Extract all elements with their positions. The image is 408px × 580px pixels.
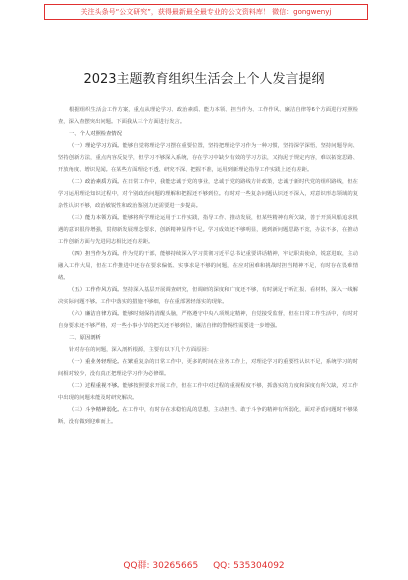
footer-qq: QQ: 535304092 — [213, 561, 285, 571]
paragraph — [58, 308, 358, 332]
document-body — [58, 104, 358, 552]
footer-contact — [0, 558, 408, 571]
paragraph — [58, 176, 358, 212]
paragraph — [58, 284, 358, 308]
paragraph-lead: （一）重业务轻理论。 — [69, 359, 123, 365]
paragraph-text: 坚持深入基层开展调查研究，但调研的深度和广度还不够，有时满足于听汇报、看材料，深入一线解决实际问题不够。工作中落实的措施不够细，存在重部署轻落实的现象。 — [58, 287, 358, 305]
paragraph-lead: （二）过程重视不够。 — [69, 383, 123, 389]
paragraph — [58, 356, 358, 380]
section-heading-1: 一、个人对照检查情况 — [69, 131, 122, 137]
intro-paragraph: 根据组织生活会工作方案，重点从理论学习、政治素质、能力本领、担当作为、工作作风、廉洁自律等6个方面进行对照检查，深入查摆突出问题。下面我从三个方面进行发言。 — [58, 107, 358, 125]
paragraph-text: 能够自觉将理论学习摆在重要位置，坚持把理论学习作为一种习惯，坚持深学深悟，坚持问题导向、坚持创新方法，重点内容反复学，但学习不够深入系统，存在学习中缺少有效的学习方法，又拘泥于规定内容，难以拓宽思路、开放角度、增识见闻。在某些方面理论不透、研究不深、把握不准，运用到新理论指导工作实践上还有差距。 — [58, 143, 358, 173]
paragraph-lead: （一）理论学习方面。 — [69, 143, 123, 149]
paragraph-text: 能够按照要求开展工作，但在工作中对过程的重视程度不够，抓落实的力度和深度有所欠缺，对工作中出现的问题未能及时研究解决。 — [58, 383, 358, 401]
paragraph-lead: （四）担当作为方面。 — [69, 251, 123, 257]
paragraph — [58, 248, 358, 284]
paragraph — [58, 140, 358, 176]
paragraph-lead: （五）工作作风方面。 — [69, 287, 123, 293]
footer-qq-group: QQ群: 30265665 — [123, 561, 199, 571]
section-heading-2: 二、原因剖析 — [69, 335, 101, 341]
paragraph-lead: （六）廉洁自律方面。 — [69, 311, 123, 317]
paragraph-text: 在日常工作中，我能忠诚于党的事业，忠诚于党的路线方针政策，忠诚于新时代党的组织路线，但在学习运用理论知识过程中，对个别政治问题的理解和把握还不够到位。有时对一些复杂问题认识还不深入，对意识形态领域的复杂性认识不够，政治敏锐性和政治鉴别力还需要进一步提高。 — [58, 179, 358, 209]
paragraph-lead: （三）斗争精神弱化。 — [69, 407, 123, 413]
paragraph — [58, 380, 358, 404]
paragraph-text: 在工作中，有时存在求稳怕乱的思想，主动担当、敢于斗争的精神有所弱化，面对矛盾问题时不够果断，没有做到迎难而上。 — [58, 407, 358, 425]
paragraph-text: 作为党的干部，能够持续深入学习贯彻习近平总书记重要讲话精神，牢记职责使命，锐意进取，主动融入工作大局，但在工作推进中还存在要求偏低、实事求是不够的问题，在应对困难和挑战时担当精神不足，有时存在畏难情绪。 — [58, 251, 358, 281]
page-title: 2023主题教育组织生活会上个人发言提纲 — [83, 72, 325, 87]
paragraph-lead: （二）政治素质方面。 — [69, 179, 123, 185]
paragraph-lead: （三）能力本领方面。 — [69, 215, 123, 221]
paragraph — [58, 344, 358, 356]
header-banner: 关注头条号“公文研究”，获得最新最全最专业的公文资料库！ 微信：gongwenyj — [44, 4, 368, 20]
paragraph-text: 针对存在的问题，深入剖析根源，主要有以下几个方面原因： — [69, 347, 213, 353]
paragraph-text: 能够时刻保持清醒头脑，严格遵守中央八项规定精神，自觉接受监督，但在日常工作生活中，有时对自身要求还不够严格，对一些小事小节的把关还不够到位，廉洁自律的警惕性需要进一步增强。 — [58, 311, 358, 329]
paragraph — [58, 212, 358, 248]
paragraph-text: 在繁重复杂的日常工作中，更多的时间在业务工作上，对理论学习的重要性认识不足，系统学习的时间相对较少，没有真正把理论学习作为必修课。 — [58, 359, 358, 377]
paragraph-text: 能够将所学理论运用于工作实践，指导工作、推动发展，但某些精神有所欠缺，善于开顶风船追求机遇的意识很待增强，贯彻新发展理念要求，创新精神显得不足。学习成效还不够明显，遇到新问题思路不宽，办法不多，在推动工作创新方面与先进同志相比还有差距。 — [58, 215, 358, 245]
paragraph — [58, 404, 358, 428]
